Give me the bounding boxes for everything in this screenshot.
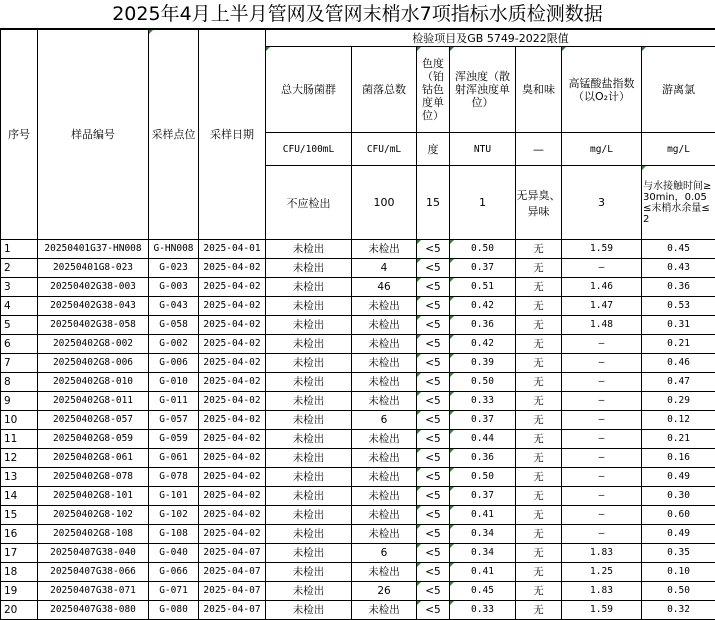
- free-chlorine: 0.29: [642, 392, 715, 411]
- total-coliforms: 未检出: [266, 601, 352, 620]
- total-coliforms: 未检出: [266, 354, 352, 373]
- colony-count: 未检出: [352, 430, 417, 449]
- odor-taste: 无: [516, 601, 562, 620]
- permanganate-index: 1.25: [562, 563, 642, 582]
- total-coliforms: 未检出: [266, 468, 352, 487]
- sample-no: 20250402G38-003: [38, 278, 149, 297]
- free-chlorine: 0.30: [642, 487, 715, 506]
- sampling-site: G-HN008: [149, 240, 199, 259]
- permanganate-index: —: [562, 335, 642, 354]
- chroma: <5: [417, 335, 450, 354]
- row-index: 3: [1, 278, 38, 297]
- param-limit: 无异臭、异味: [516, 166, 562, 240]
- free-chlorine: 0.16: [642, 449, 715, 468]
- free-chlorine: 0.50: [642, 582, 715, 601]
- row-index: 19: [1, 582, 38, 601]
- sample-no: 20250402G8-057: [38, 411, 149, 430]
- turbidity: 0.51: [450, 278, 516, 297]
- sampling-date: 2025-04-02: [199, 316, 266, 335]
- turbidity: 0.44: [450, 430, 516, 449]
- sampling-site: G-002: [149, 335, 199, 354]
- sampling-date: 2025-04-02: [199, 449, 266, 468]
- sampling-date: 2025-04-07: [199, 563, 266, 582]
- permanganate-index: —: [562, 354, 642, 373]
- permanganate-index: —: [562, 259, 642, 278]
- sample-no: 20250402G8-002: [38, 335, 149, 354]
- turbidity: 0.37: [450, 487, 516, 506]
- table-row: [1, 240, 715, 259]
- row-index: 17: [1, 544, 38, 563]
- chroma: <5: [417, 373, 450, 392]
- sampling-date: 2025-04-02: [199, 373, 266, 392]
- sampling-site: G-023: [149, 259, 199, 278]
- permanganate-index: 1.47: [562, 297, 642, 316]
- table-row: [1, 316, 715, 335]
- permanganate-index: —: [562, 449, 642, 468]
- turbidity: 0.33: [450, 601, 516, 620]
- colony-count: 未检出: [352, 487, 417, 506]
- sampling-date: 2025-04-02: [199, 487, 266, 506]
- sample-no: 20250407G38-071: [38, 582, 149, 601]
- sampling-date: 2025-04-02: [199, 354, 266, 373]
- row-index: 12: [1, 449, 38, 468]
- table-row: [1, 544, 715, 563]
- chroma: <5: [417, 563, 450, 582]
- total-coliforms: 未检出: [266, 544, 352, 563]
- free-chlorine: 0.43: [642, 259, 715, 278]
- colony-count: 26: [352, 582, 417, 601]
- odor-taste: 无: [516, 544, 562, 563]
- water-quality-table: [0, 29, 715, 620]
- row-index: 20: [1, 601, 38, 620]
- sampling-site: G-011: [149, 392, 199, 411]
- free-chlorine: 0.10: [642, 563, 715, 582]
- permanganate-index: —: [562, 468, 642, 487]
- odor-taste: 无: [516, 582, 562, 601]
- table-row: [1, 525, 715, 544]
- sample-no: 20250401G37-HN008: [38, 240, 149, 259]
- chroma: <5: [417, 392, 450, 411]
- row-index: 13: [1, 468, 38, 487]
- permanganate-index: —: [562, 411, 642, 430]
- row-index: 1: [1, 240, 38, 259]
- sampling-site: G-057: [149, 411, 199, 430]
- turbidity: 0.39: [450, 354, 516, 373]
- free-chlorine: 0.12: [642, 411, 715, 430]
- chroma: <5: [417, 316, 450, 335]
- turbidity: 0.50: [450, 240, 516, 259]
- turbidity: 0.42: [450, 335, 516, 354]
- chroma: <5: [417, 449, 450, 468]
- table-header: [1, 30, 715, 240]
- total-coliforms: 未检出: [266, 582, 352, 601]
- sample-no: 20250402G8-108: [38, 525, 149, 544]
- param-name: 总大肠菌群: [266, 47, 352, 133]
- row-index: 10: [1, 411, 38, 430]
- table-row: [1, 335, 715, 354]
- permanganate-index: —: [562, 430, 642, 449]
- sheet-title: 2025年4月上半月管网及管网末梢水7项指标水质检测数据: [0, 0, 715, 29]
- total-coliforms: 未检出: [266, 525, 352, 544]
- chroma: <5: [417, 240, 450, 259]
- colony-count: 未检出: [352, 297, 417, 316]
- sampling-date: 2025-04-02: [199, 278, 266, 297]
- turbidity: 0.33: [450, 392, 516, 411]
- param-name: 菌落总数: [352, 47, 417, 133]
- free-chlorine: 0.35: [642, 544, 715, 563]
- free-chlorine: 0.49: [642, 525, 715, 544]
- sample-no: 20250407G38-040: [38, 544, 149, 563]
- sampling-date: 2025-04-02: [199, 506, 266, 525]
- total-coliforms: 未检出: [266, 278, 352, 297]
- odor-taste: 无: [516, 240, 562, 259]
- sampling-site: G-040: [149, 544, 199, 563]
- row-index: 18: [1, 563, 38, 582]
- permanganate-index: 1.83: [562, 544, 642, 563]
- total-coliforms: 未检出: [266, 335, 352, 354]
- header-index: 序号: [1, 30, 38, 240]
- odor-taste: 无: [516, 468, 562, 487]
- row-index: 11: [1, 430, 38, 449]
- odor-taste: 无: [516, 278, 562, 297]
- row-index: 6: [1, 335, 38, 354]
- turbidity: 0.42: [450, 297, 516, 316]
- row-index: 4: [1, 297, 38, 316]
- param-name: 色度（铂钴色度单位）: [417, 47, 450, 133]
- total-coliforms: 未检出: [266, 487, 352, 506]
- table-row: [1, 487, 715, 506]
- total-coliforms: 未检出: [266, 506, 352, 525]
- turbidity: 0.36: [450, 449, 516, 468]
- header-site: 采样点位: [149, 30, 199, 240]
- sampling-date: 2025-04-07: [199, 544, 266, 563]
- sampling-site: G-071: [149, 582, 199, 601]
- colony-count: 未检出: [352, 601, 417, 620]
- sample-no: 20250402G8-061: [38, 449, 149, 468]
- permanganate-index: 1.83: [562, 582, 642, 601]
- colony-count: 未检出: [352, 354, 417, 373]
- colony-count: 未检出: [352, 449, 417, 468]
- table-row: [1, 468, 715, 487]
- chroma: <5: [417, 468, 450, 487]
- table-row: [1, 506, 715, 525]
- permanganate-index: —: [562, 506, 642, 525]
- permanganate-index: 1.48: [562, 316, 642, 335]
- sample-no: 20250402G8-102: [38, 506, 149, 525]
- turbidity: 0.34: [450, 544, 516, 563]
- total-coliforms: 未检出: [266, 449, 352, 468]
- sample-no: 20250402G38-043: [38, 297, 149, 316]
- param-limit: 不应检出: [266, 166, 352, 240]
- sample-no: 20250402G38-058: [38, 316, 149, 335]
- sampling-site: G-043: [149, 297, 199, 316]
- row-index: 15: [1, 506, 38, 525]
- chroma: <5: [417, 297, 450, 316]
- total-coliforms: 未检出: [266, 240, 352, 259]
- chroma: <5: [417, 506, 450, 525]
- free-chlorine: 0.36: [642, 278, 715, 297]
- chroma: <5: [417, 278, 450, 297]
- total-coliforms: 未检出: [266, 563, 352, 582]
- colony-count: 46: [352, 278, 417, 297]
- free-chlorine: 0.21: [642, 335, 715, 354]
- colony-count: 6: [352, 411, 417, 430]
- odor-taste: 无: [516, 259, 562, 278]
- row-index: 7: [1, 354, 38, 373]
- odor-taste: 无: [516, 411, 562, 430]
- table-row: [1, 563, 715, 582]
- colony-count: 未检出: [352, 506, 417, 525]
- odor-taste: 无: [516, 430, 562, 449]
- param-unit: 度: [417, 133, 450, 166]
- colony-count: 未检出: [352, 468, 417, 487]
- param-unit: CFU/mL: [352, 133, 417, 166]
- free-chlorine: 0.49: [642, 468, 715, 487]
- odor-taste: 无: [516, 525, 562, 544]
- table-row: [1, 449, 715, 468]
- total-coliforms: 未检出: [266, 316, 352, 335]
- colony-count: 未检出: [352, 240, 417, 259]
- sampling-date: 2025-04-02: [199, 468, 266, 487]
- param-name: 浑浊度（散射浑浊度单位）: [450, 47, 516, 133]
- total-coliforms: 未检出: [266, 411, 352, 430]
- odor-taste: 无: [516, 335, 562, 354]
- sample-no: 20250402G8-101: [38, 487, 149, 506]
- colony-count: 未检出: [352, 316, 417, 335]
- permanganate-index: 1.59: [562, 240, 642, 259]
- turbidity: 0.41: [450, 506, 516, 525]
- sample-no: 20250402G8-078: [38, 468, 149, 487]
- sampling-date: 2025-04-02: [199, 392, 266, 411]
- sample-no: 20250407G38-080: [38, 601, 149, 620]
- total-coliforms: 未检出: [266, 297, 352, 316]
- permanganate-index: —: [562, 487, 642, 506]
- table-row: [1, 601, 715, 620]
- sampling-site: G-058: [149, 316, 199, 335]
- free-chlorine: 0.47: [642, 373, 715, 392]
- colony-count: 未检出: [352, 563, 417, 582]
- free-chlorine: 0.32: [642, 601, 715, 620]
- chroma: <5: [417, 582, 450, 601]
- sample-no: 20250401G8-023: [38, 259, 149, 278]
- table-row: [1, 373, 715, 392]
- param-name: 高锰酸盐指数（以O₂计）: [562, 47, 642, 133]
- param-limit: 15: [417, 166, 450, 240]
- param-name: 游离氯: [642, 47, 715, 133]
- param-unit: NTU: [450, 133, 516, 166]
- table-row: [1, 278, 715, 297]
- odor-taste: 无: [516, 506, 562, 525]
- row-index: 8: [1, 373, 38, 392]
- sampling-site: G-061: [149, 449, 199, 468]
- turbidity: 0.45: [450, 582, 516, 601]
- sampling-date: 2025-04-02: [199, 335, 266, 354]
- turbidity: 0.36: [450, 316, 516, 335]
- turbidity: 0.50: [450, 468, 516, 487]
- colony-count: 6: [352, 544, 417, 563]
- odor-taste: 无: [516, 487, 562, 506]
- odor-taste: 无: [516, 297, 562, 316]
- table-row: [1, 259, 715, 278]
- sampling-site: G-108: [149, 525, 199, 544]
- chroma: <5: [417, 430, 450, 449]
- table-row: [1, 582, 715, 601]
- permanganate-index: —: [562, 373, 642, 392]
- total-coliforms: 未检出: [266, 392, 352, 411]
- sample-no: 20250402G8-011: [38, 392, 149, 411]
- sampling-date: 2025-04-02: [199, 297, 266, 316]
- param-unit: CFU/100mL: [266, 133, 352, 166]
- sample-no: 20250402G8-006: [38, 354, 149, 373]
- permanganate-index: 1.59: [562, 601, 642, 620]
- free-chlorine: 0.45: [642, 240, 715, 259]
- chroma: <5: [417, 601, 450, 620]
- sampling-date: 2025-04-02: [199, 525, 266, 544]
- chroma: <5: [417, 544, 450, 563]
- param-name: 臭和味: [516, 47, 562, 133]
- chroma: <5: [417, 487, 450, 506]
- row-index: 5: [1, 316, 38, 335]
- colony-count: 未检出: [352, 373, 417, 392]
- turbidity: 0.37: [450, 411, 516, 430]
- turbidity: 0.50: [450, 373, 516, 392]
- table-row: [1, 411, 715, 430]
- header-sample-no: 样品编号: [38, 30, 149, 240]
- odor-taste: 无: [516, 449, 562, 468]
- permanganate-index: 1.46: [562, 278, 642, 297]
- total-coliforms: 未检出: [266, 373, 352, 392]
- table-row: [1, 392, 715, 411]
- turbidity: 0.41: [450, 563, 516, 582]
- chroma: <5: [417, 259, 450, 278]
- param-limit: 与水接触时间≥30min，0.05≤末梢水余量≤2: [642, 166, 715, 240]
- odor-taste: 无: [516, 392, 562, 411]
- sampling-site: G-078: [149, 468, 199, 487]
- sample-no: 20250402G8-059: [38, 430, 149, 449]
- sampling-date: 2025-04-07: [199, 582, 266, 601]
- header-group: 检验项目及GB 5749-2022限值: [266, 30, 715, 47]
- odor-taste: 无: [516, 373, 562, 392]
- colony-count: 未检出: [352, 392, 417, 411]
- sample-no: 20250407G38-066: [38, 563, 149, 582]
- header-date: 采样日期: [199, 30, 266, 240]
- total-coliforms: 未检出: [266, 430, 352, 449]
- total-coliforms: 未检出: [266, 259, 352, 278]
- table-row: [1, 297, 715, 316]
- permanganate-index: —: [562, 525, 642, 544]
- colony-count: 4: [352, 259, 417, 278]
- free-chlorine: 0.53: [642, 297, 715, 316]
- sampling-site: G-006: [149, 354, 199, 373]
- sampling-site: G-066: [149, 563, 199, 582]
- free-chlorine: 0.31: [642, 316, 715, 335]
- chroma: <5: [417, 411, 450, 430]
- row-index: 16: [1, 525, 38, 544]
- odor-taste: 无: [516, 563, 562, 582]
- table-row: [1, 354, 715, 373]
- turbidity: 0.34: [450, 525, 516, 544]
- chroma: <5: [417, 525, 450, 544]
- sampling-site: G-003: [149, 278, 199, 297]
- row-index: 14: [1, 487, 38, 506]
- param-unit: —: [516, 133, 562, 166]
- colony-count: 未检出: [352, 335, 417, 354]
- param-unit: mg/L: [562, 133, 642, 166]
- free-chlorine: 0.46: [642, 354, 715, 373]
- sampling-site: G-010: [149, 373, 199, 392]
- chroma: <5: [417, 354, 450, 373]
- sample-no: 20250402G8-010: [38, 373, 149, 392]
- sampling-date: 2025-04-07: [199, 601, 266, 620]
- odor-taste: 无: [516, 354, 562, 373]
- row-index: 2: [1, 259, 38, 278]
- free-chlorine: 0.60: [642, 506, 715, 525]
- param-unit: mg/L: [642, 133, 715, 166]
- colony-count: 未检出: [352, 525, 417, 544]
- table-row: [1, 430, 715, 449]
- table-body: [1, 240, 715, 620]
- odor-taste: 无: [516, 316, 562, 335]
- turbidity: 0.37: [450, 259, 516, 278]
- free-chlorine: 0.21: [642, 430, 715, 449]
- permanganate-index: —: [562, 392, 642, 411]
- sampling-date: 2025-04-01: [199, 240, 266, 259]
- param-limit: 100: [352, 166, 417, 240]
- sampling-date: 2025-04-02: [199, 430, 266, 449]
- sampling-site: G-101: [149, 487, 199, 506]
- sampling-date: 2025-04-02: [199, 411, 266, 430]
- sampling-site: G-102: [149, 506, 199, 525]
- sampling-site: G-080: [149, 601, 199, 620]
- row-index: 9: [1, 392, 38, 411]
- sampling-site: G-059: [149, 430, 199, 449]
- param-limit: 3: [562, 166, 642, 240]
- sampling-date: 2025-04-02: [199, 259, 266, 278]
- param-limit: 1: [450, 166, 516, 240]
